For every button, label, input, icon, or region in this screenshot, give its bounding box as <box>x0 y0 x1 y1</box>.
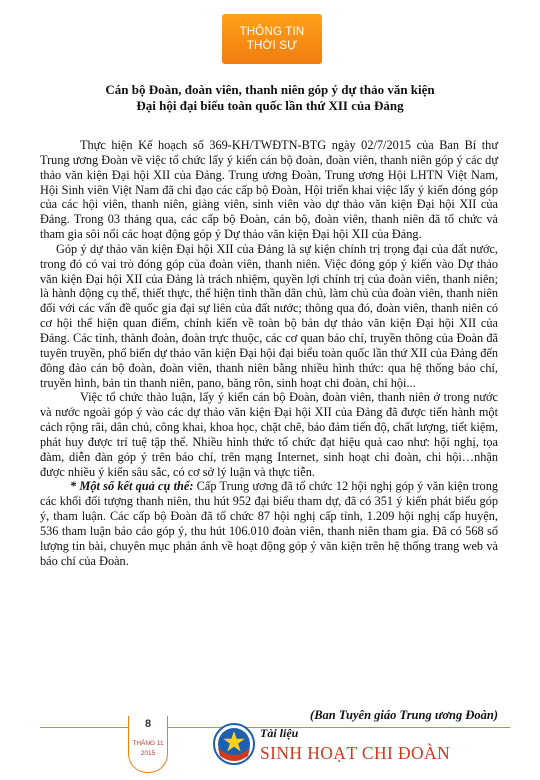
paragraph-4 <box>40 479 498 568</box>
title-line-1: Cán bộ Đoàn, đoàn viên, thanh niên góp ý dự thảo văn kiện <box>105 82 435 97</box>
results-text: Cấp Trung ương đã tổ chức 12 hội nghị góp ý văn kiện trong các khối đối tượng thanh niên, thu hút 952 đại biểu tham dự, đã có 351 ý kiến phát biểu góp ý, tham luận. Các cấp bộ Đoàn đã tổ chức 87 hội nghị cấp tỉnh, 1.209 hội nghị cấp huyện, 536 tham luận báo cáo góp ý, thu hút 106.010 đoàn viên, thanh niên tham gia. Đã có 568 số lượng tin bài, chuyên mục phản ánh về hoạt động góp ý văn kiện trên hệ thống trang web và báo chí của Đoàn. <box>40 479 498 568</box>
article-body <box>40 138 498 568</box>
paragraph-1: Thực hiện Kế hoạch số 369-KH/TWĐTN-BTG ngày 02/7/2015 của Ban Bí thư Trung ương Đoàn về việc tổ chức lấy ý kiến cán bộ đoàn, đoàn viên, thanh niên góp ý các dự thảo văn kiện Đại hội XII của Đảng. Trung ương Đoàn, Trung ương Hội LHTN Việt Nam, Hội Sinh viên Việt Nam đã chỉ đạo các cấp bộ Đoàn, Hội triển khai việc lấy ý kiến đóng góp của các hội viên, thanh niên, giảng viên, sinh viên vào dự thảo văn kiện Đại hội XII của Đảng. Trong 03 tháng qua, các cấp bộ Đoàn, cán bộ, đoàn viên, thanh niên đã tổ chức và tham gia sôi nổi các hoạt động góp ý Dự thảo văn kiện Đại hội XII của Đảng. <box>40 138 498 242</box>
page-number: 8 <box>144 718 152 730</box>
article-title <box>60 82 480 114</box>
paragraph-2: Góp ý dự thảo văn kiện Đại hội XII của Đảng là sự kiện chính trị trọng đại của đất nước, trong đó có vai trò đóng góp của đoàn viên, thanh niên. Việc đóng góp ý kiến vào Dự thảo văn kiện Đại hội XII của Đảng là trách nhiệm, quyền lợi chính trị của đoàn viên, thanh niên; là hành động cụ thể, thiết thực, thể hiện tinh thần dân chủ, làm chủ của đoàn viên, thanh niên đối với các vấn đề quốc gia đại sự liên của đất nước; thông qua đó, đoàn viên, thanh niên có cơ hội thể hiện quan điểm, chính kiến về toàn bộ bản dự thảo văn kiện Đại hội XII của Đảng. Các tỉnh, thành đoàn, đoàn trực thuộc, các cơ quan báo chí, truyền thông của Đoàn đã tuyên truyền, phổ biến dự thảo văn kiện Đại hội đại biểu toàn quốc lần thứ XII của Đảng đến đông đảo cán bộ đoàn, đoàn viên, thanh niên bằng nhiều hình thức: qua hệ thống báo chí, truyền hình, bản tin thanh niên, pano, băng rôn, sinh hoạt chi đoàn, chi hội... <box>40 241 498 390</box>
section-banner-text <box>222 25 322 53</box>
banner-line-1: THÔNG TIN <box>239 26 305 38</box>
youth-union-emblem-icon <box>212 722 256 766</box>
section-banner <box>222 14 322 64</box>
title-line-2: Đại hội đại biểu toàn quốc lần thứ XII của Đảng <box>136 98 404 113</box>
issue-date <box>129 739 167 759</box>
results-label: * Một số kết quả cụ thể: <box>70 479 194 494</box>
publication-title: SINH HOẠT CHI ĐOÀN <box>260 743 451 763</box>
paragraph-3: Việc tổ chức thảo luận, lấy ý kiến cán bộ Đoàn, đoàn viên, thanh niên ở trong nước và nước ngoài góp ý vào các dự thảo văn kiện Đại hội XII của Đảng đã được tiến hành một cách rộng rãi, dân chủ, công khai, khoa học, chặt chẽ, bảo đảm tiến độ, chất lượng, tiết kiệm, phát huy được trí tuệ tập thể. Nhiều hình thức tổ chức đạt hiệu quả cao như: hội nghị, tọa đàm, diễn đàn góp ý trên báo chí, trên mạng Internet, sinh hoạt chi đoàn, chi hội…nhận được nhiều ý kiến sâu sắc, có cơ sở lý luận và thực tiễn. <box>40 390 498 479</box>
banner-line-2: THỜI SỰ <box>246 40 298 52</box>
publication-label-small: Tài liệu <box>260 726 299 740</box>
issue-year: 2015 <box>140 750 156 757</box>
page-number-tab <box>128 716 168 773</box>
issue-month: THÁNG 11 <box>132 740 164 747</box>
article-signature: (Ban Tuyên giáo Trung ương Đoàn) <box>310 708 498 722</box>
